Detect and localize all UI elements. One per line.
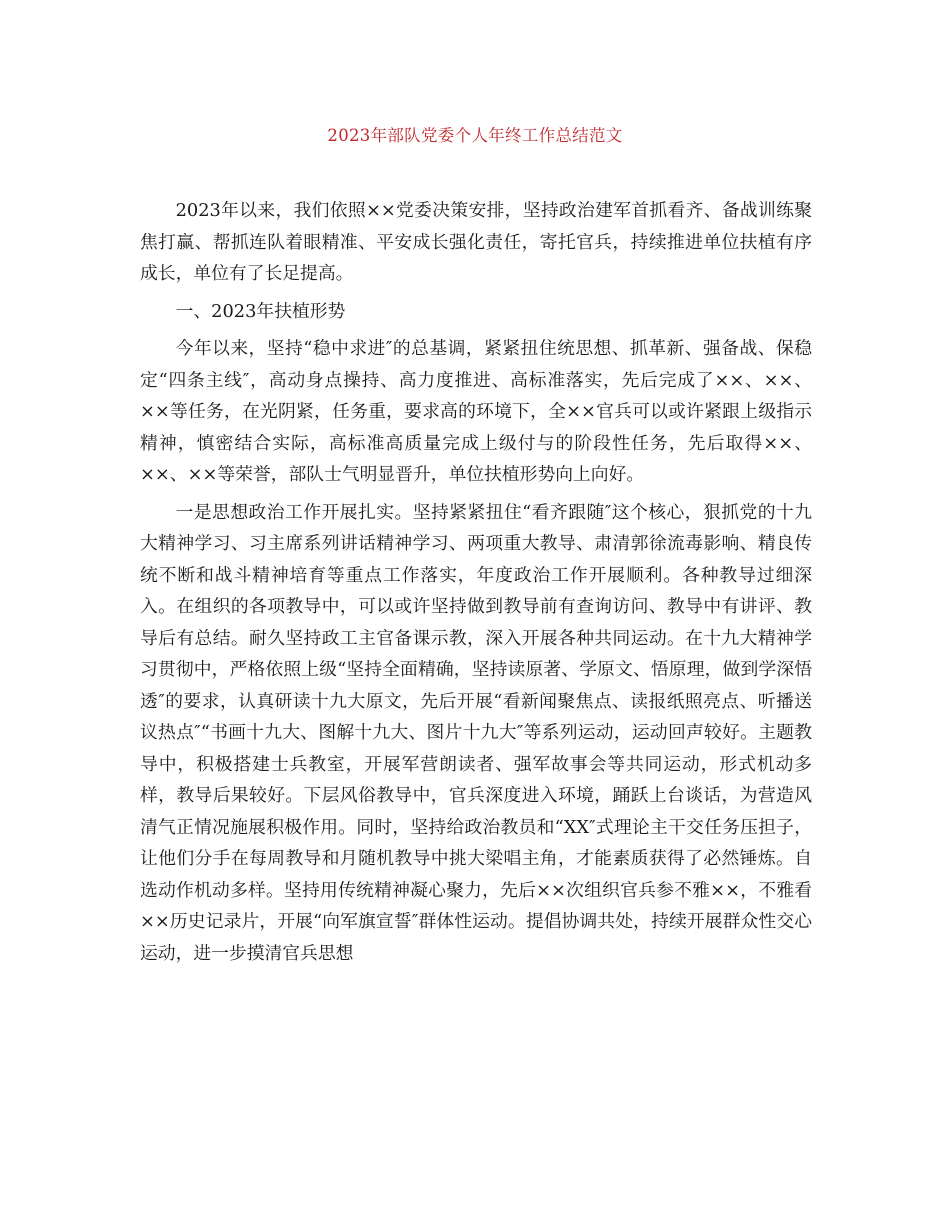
paragraph-situation: 今年以来，坚持“稳中求进″的总基调，紧紧扭住统思想、抓革新、强备战、保稳定“四条主线″，高动身点操持、高力度推进、高标准落实，先后完成了××、××、××等任务，在光阴紧，任务重，要求高的环境下，全××官兵可以或许紧跟上级指示精神，慎密结合实际，高标准高质量完成上级付与的阶段性任务，先后取得××、××、××等荣誉，部队士气明显晋升，单位扶植形势向上向好。	[140, 338, 812, 485]
document-title: 2023年部队党委个人年终工作总结范文	[327, 126, 623, 145]
document-body	[140, 195, 812, 975]
paragraph-intro: 2023年以来，我们依照××党委决策安排，坚持政治建军首抓看齐、备战训练聚焦打赢、帮抓连队着眼精准、平安成长强化责任，寄托官兵，持续推进单位扶植有序成长，单位有了长足提高。	[140, 200, 812, 284]
section-heading: 一、2023年扶植形势	[175, 300, 346, 322]
paragraph-political-work: 一是思想政治工作开展扎实。坚持紧紧扭住“看齐跟随″这个核心，狠抓党的十九大精神学习、习主席系列讲话精神学习、两项重大教导、肃清郭徐流毒影响、精良传统不断和战斗精神培育等重点工作落实，年度政治工作开展顺利。各种教导过细深入。在组织的各项教导中，可以或许坚持做到教导前有查询访问、教导中有讲评、教导后有总结。耐久坚持政工主官备课示教，深入开展各种共同运动。在十九大精神学习贯彻中，严格依照上级“坚持全面精确，坚持读原著、学原文、悟原理，做到学深悟透″的要求，认真研读十九大原文，先后开展“看新闻聚焦点、读报纸照亮点、听播送议热点″“书画十九大、图解十九大、图片十九大″等系列运动，运动回声较好。主题教导中，积极搭建士兵教室，开展军营朗读者、强军故事会等共同运动，形式机动多样，教导后果较好。下层风俗教导中，官兵深度进入环境，踊跃上台谈话，为营造风清气正情况施展积极作用。同时，坚持给政治教员和“XX″式理论主干交任务压担子，让他们分手在每周教导和月随机教导中挑大梁唱主角，才能素质获得了必然锤炼。自选动作机动多样。坚持用传统精神凝心聚力，先后××次组织官兵参不雅××，不雅看××历史记录片，开展“向军旗宣誓″群体性运动。提倡协调共处，持续开展群众性交心运动，进一步摸清官兵思想	[140, 501, 812, 964]
